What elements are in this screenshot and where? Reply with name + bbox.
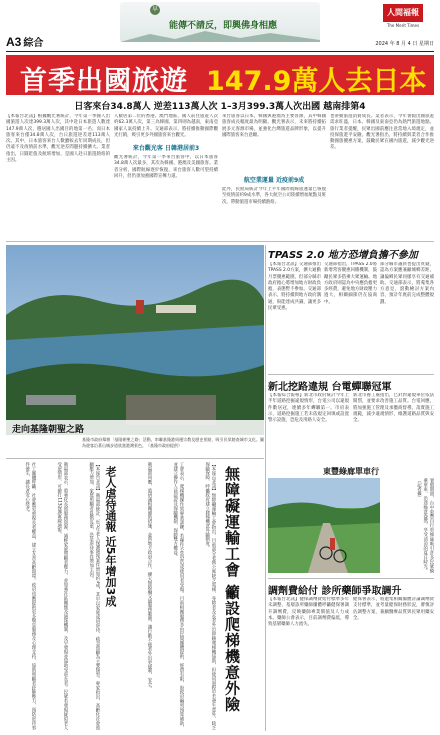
banner-headline-b: 147.9萬人去日本 (206, 66, 427, 97)
pharmacy-col-1: 【本報台北訊】健保調劑費給付標準多年未調整，基層診所藥師團體呼籲健保署調升調劑費，反映藥師專業價值及人力成本。藥師公會表示，目前調劑費偏低，導致基層藥師人力流失。 (268, 597, 349, 628)
slogan-badge: 早 (151, 6, 158, 13)
port-caption-title: 走向基隆朝聖之路 (12, 425, 85, 435)
bike-caption: 暑假期間，台中東豐自行車綠廊吸引許多民眾騎乘單車，沿途綠意盎然，享受清涼的夏日時光。（記者攝） (416, 478, 434, 573)
elder-col-2: 衛福部表示，將強化長照服務資源，減輕家庭照顧者壓力，並加強社區關懷及通報機制，及早發現並協助受虐長者。民眾若發現疑似老人受虐情形，可撥打113保護專線通報。 (56, 462, 68, 730)
tpass-col-3: 部分縣市議員也提出質疑，認為方案應兼顧城鄉差距，讓偏鄉民眾同樣享有交通補助。交通部表示，將蒐集各方意見，滾動檢討方案內容，預計年底前完成整體規劃。 (380, 262, 434, 305)
lead-subhead-1: 來台觀光客 日韓港居前3 (132, 145, 200, 152)
tpass-col-1: 【本報台北訊】交通部推出TPASS 2.0方案，擴大通勤月票優惠範圍，但部分縣市政府擔心將增加地方財政負擔，表態暫不參加。交通部表示，將持續與地方政府溝通，盼能達成共識，讓更多民眾受惠。 (268, 262, 321, 312)
lead-subhead-2: 航空業運量 近疫前9成 (243, 177, 305, 184)
paper-name-en: The Merit Times (386, 23, 420, 28)
bike-caption-title: 東豐綠廊單車行 (323, 467, 379, 476)
lift-col-3: 衛福部回應，將研議相關補助措施，並與地方政府合作，擴大無障礙交通服務範圍，讓行動不便者外出更便利、安全。 (147, 462, 152, 691)
lead-col-2: 人數居第二位的香港、澳門地區，國人前往旅遊人次約62.3萬人次，第三為韓國、第四則為越南，東南亞國家人氣持續上升。交通部表示，將持續推動國際觀光行銷，吸引更多外國旅客來台觀光。 (114, 114, 218, 138)
lift-col-2: 工會表示，爬梯機操作需專業訓練，若操作不當恐造成使用者受傷。目前相關服務多由民間團體提供，經費有限，盼政府編列預算補助，並建立操作人員認證及保險機制，保障雙方權益。 (172, 462, 184, 730)
lead-col-2b: 觀光署統計，今年第一季來台旅客中，以日本旅客34.8萬人次最多，其次為韓國、港澳及美國旅客。業者分析，國際航線逐步恢復，來台旅客人數可望持續回升，但仍須加強國際宣傳力道。 (114, 155, 218, 179)
bike-path-image (268, 478, 380, 573)
slogan-panel (120, 2, 320, 42)
issue-date: 2024 年 8 月 4 日 星期日 (375, 41, 434, 47)
lead-col-3: 來台旅客以日本、韓國與港澳為主要客源，其中韓國旅客成長幅度最為明顯。觀光署表示，未來將持續拓展多元客源市場，並強化台灣旅遊品牌形象，以提升國際旅客來台意願。 (222, 114, 326, 138)
lift-headline: 無障礙運輸工會 籲設爬梯機意外險 (223, 466, 241, 713)
lift-col-1: 【本報台北訊】無障礙運輸工會指出，目前部分老舊公寓缺乏電梯，身障者及長者外出仰賴爬梯機協助，但使用過程中若發生意外，缺乏保險保障，呼籲政府建立爬梯機意外險制度。 (204, 462, 216, 730)
port-caption: 基隆市政府舉辦「基隆朝聖之路」活動，串聯基隆港周邊宗教及歷史景點，吸引民眾踏查城市文化。圖為遊客沿著山城步道欣賞港灣景色。（基隆市政府提供） (82, 437, 264, 448)
banner-subhead: 日客來台34.8萬人 逆差113萬人次 1–3月399.3萬人次出國 越南排第4 (74, 102, 366, 112)
banner-headline-a: 首季出國旅遊 (20, 66, 188, 97)
lead-col-3b: 此外，民航局統計今年上半年國際航線旅運量已恢復至疫情前約9成水準，各大航空公司陸續增加航點及班次，帶動旅遊市場持續熱絡。 (222, 187, 326, 205)
tpass-col-2: 交通部指出，TPASS 2.0將新增常客優惠回饋機制，鼓勵民眾多搭乘大眾運輸。地方政府則認為中央應負擔更多經費，避免地方財政壓力過大，相關細節仍在協商中。 (324, 262, 377, 305)
port-caption-title-box (6, 420, 264, 435)
pharmacy-col-2: 健保署表示，將邀集相關團體討論調劑費支付標準，並考量健保財務狀況，審慎評估調整方案，兼顧醫療品質與民眾用藥安全。 (353, 597, 434, 621)
lead-col-1: 【本報台北訊】根據觀光署統計，今年第一季國人出國旅遊人次達399.3萬人次，其中赴日本旅遊人數達147.9萬人次，穩居國人出國目的地第一名；而日本旅客來台僅34.8萬人次，台日旅遊逆差達113萬人次。其中，日本旅客來台人數雖較去年同期成長，但仍遠不及疫情前水準，觀光逆差問題持續擴大。業者指出，日圓貶值及航班增加，是國人赴日旅遊熱絡的主因。 (6, 114, 110, 164)
smuggle-col-2: 新北市養工處指出，已針對違規單位依法開罰，並要求改善施工品質。台電回應，將加強施工管理及承攬商督導，落實施工規範，減少違規情形，維護道路品質與安全。 (353, 393, 434, 424)
mountain-illustration (120, 28, 320, 42)
smuggle-col-1: 【本報綜合報導】新北市政府統計今年上半年道路挖掘違規情形，台電公司以違規件數居冠，連續多年蟬聯第一。市府表示，道路挖掘施工若未依規定回填或設置警示設施，恐危及用路人安全。 (268, 393, 349, 424)
elder-headline: 老人虐待通報 近5年增加3成 (104, 466, 117, 607)
harbor-scene-image (6, 245, 264, 435)
tpass-headline: TPASS 2.0 地方恐增負擔不參加 (268, 250, 418, 261)
page-code: A3 綜合 (6, 35, 44, 49)
paper-logo: 人間福報 (383, 4, 423, 22)
pharmacy-headline: 調劑費給付 診所藥師爭取調升 (268, 586, 402, 597)
bike-photo (268, 478, 380, 573)
slogan-title: 能傳不請反，即興佛身相應 (168, 21, 277, 31)
masthead (0, 0, 440, 52)
elder-col-3: 社工團體呼籲，社會應更重視長者權益，建立友善高齡環境。政府也應提供更多喘息服務及心理支持，協助照顧者紓解壓力，預防虐待事件發生，讓長者安心終老。 (24, 462, 36, 730)
elder-col-1: 【本報台北訊】衛福部統計，近5年老人保護通報案件增加約3成，其中以家庭成員虐待、疏忽照顧為主要類型。專家指出，高齡化社會照顧壓力增加，家庭照顧者負擔沉重，恐是虐待事件增加主因。 (88, 462, 100, 730)
lead-col-4: 也帶動旅遊消費成長。業者表示，今年暑假出國旅遊需求旺盛，日本、韓國及東南亞仍為熱門旅遊地點。旅行業者提醒，民眾出國前應注意當地入境規定，並投保旅遊平安險。觀光署指出，將持續與業者合作推動國旅優惠方案，鼓勵民眾在國內旅遊，減少觀光逆差。 (330, 114, 434, 151)
headline-banner (6, 55, 434, 95)
smuggle-headline: 新北挖路違規 台電蟬聯冠軍 (268, 382, 392, 393)
port-photo (6, 245, 264, 435)
